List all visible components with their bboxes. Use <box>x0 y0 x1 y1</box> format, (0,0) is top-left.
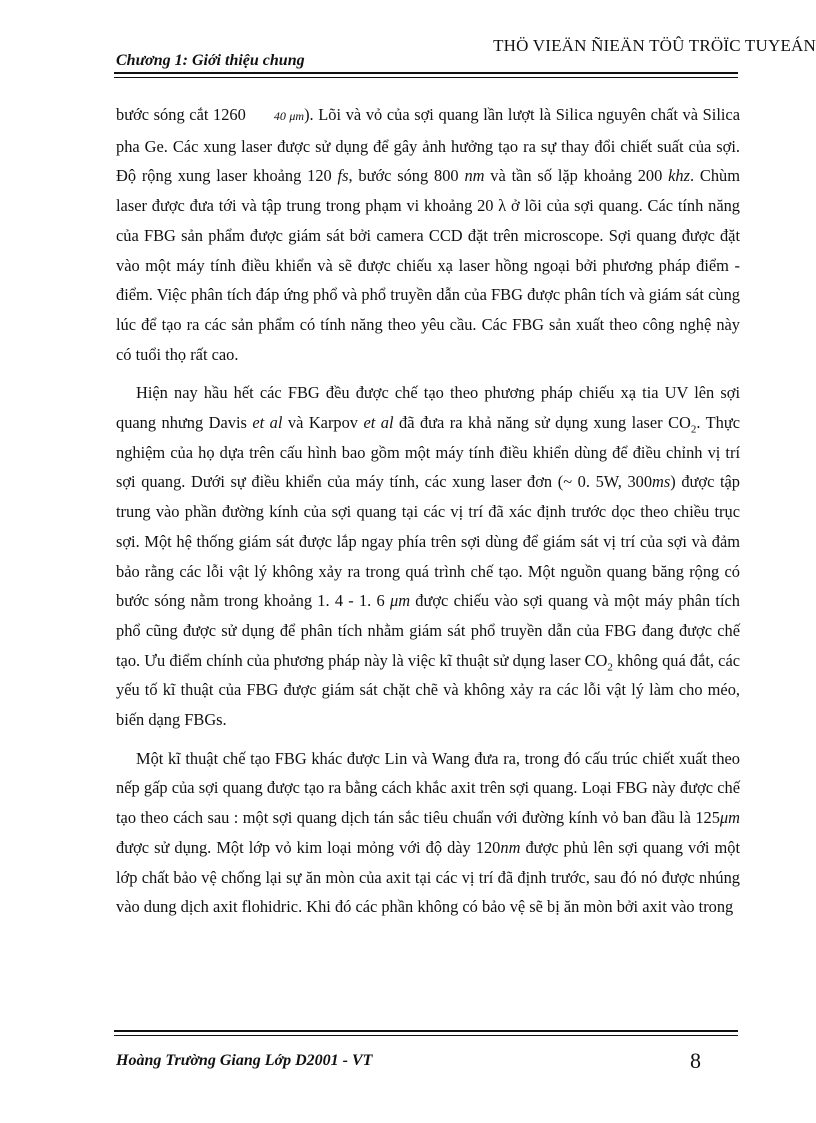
p2-sub-2: 2 <box>690 423 697 436</box>
p3-text-e: được phủ lên sợi quang với một lớp chất bảo vệ chống lại sự ăn mòn của axit tại các vị trí đã định trước, sau đó nó được nhúng vào dung dịch axit flohidric. Khi đó các phần không có bảo vệ sẽ bị ăn mòn bởi axit vào trong <box>116 837 741 917</box>
p2-text-a: Hiện nay hầu hết các FBG đều được chế tạo theo phương pháp chiếu xạ tia UV lên sợi quang nhưng Davis <box>116 383 740 433</box>
p1-text-i: . Chùm laser được đưa tới và tập trung trong phạm vi khoảng 20 λ ở lõi của sợi quang. Các tính năng của FBG sản phẩm được giám sát bởi camera CCD đặt trên microscope. Sợi quang được đặt vào một máy tính điều khiển và sẽ được chiếu xạ laser hồng ngoại bởi phương pháp điểm - điểm. Việc phân tích đáp ứng phổ và phổ truyền dẫn của FBG được phân tích và giám sát cùng lúc để tạo ra các sản phẩm có tính năng theo yêu cầu. Các FBG sản xuất theo công nghệ này có tuổi thọ rất cao. <box>116 166 740 364</box>
p1-text-g: và tần số lặp khoảng 200 <box>484 166 669 186</box>
watermark-text: THÖ VIEÄN ÑIEÄN TÖÛ TRÖÏC TUYEÁN <box>493 36 816 55</box>
p2-sub-2b: 2 <box>607 660 613 673</box>
p1-text-a: bước sóng cắt 1260 <box>116 105 246 124</box>
p2-text-m: không quá đắt, các yếu tố kĩ thuật của FBG được giám sát chặt chẽ và không xảy ra các lỗi vật lý làm cho méo, biến dạng FBGs. <box>116 650 740 730</box>
p1-text-c: ). Lõi và vỏ của sợi quang lần lượt là Silica nguyên chất và Silica pha Ge. Các xung laser được sử dụng để gây ảnh hưởng tạo ra sự thay đổi chiết suất của sợi. Độ rộng xung laser khoảng 120 <box>116 105 740 186</box>
p2-unit-ms: ms <box>652 472 671 492</box>
p2-text-i: ) được tập trung vào phần đường kính của sợi quang tại các vị trí đã xác định trước dọc theo chiều trục sợi. Một hệ thống giám sát được lắp ngay phía trên sợi dùng để giám sát vị trí của sợi và đảm bảo rằng các lỗi vật lý không xảy ra trong quá trình chế tạo. Một nguồn quang băng rộng có bước sóng nằm trong khoảng 1. 4 - 1. 6 <box>116 472 740 611</box>
p2-text-k: được chiếu vào sợi quang và một máy phân tích phổ cũng được sử dụng để phân tích nhằm giám sát phổ truyền dẫn của FBG đang được chế tạo. Ưu điểm chính của phương pháp này là việc kĩ thuật sử dụng laser CO <box>116 591 740 670</box>
p1-text-e: , bước sóng 800 <box>348 166 465 186</box>
p3-text-a: Một kĩ thuật chế tạo FBG khác được Lin và Wang đưa ra, trong đó cấu trúc chiết xuất theo nếp gấp của sợi quang được tạo ra bằng cách khắc axit trên sợi quang. Loại FBG này được chế tạo theo cách sau : một sợi quang dịch tán sắc tiêu chuẩn với đường kính vỏ ban đầu là 125 <box>116 748 740 828</box>
footer-rule-thick <box>114 1030 738 1032</box>
header-rule-thick <box>114 72 738 74</box>
p2-text-g: . Thực nghiệm của họ dựa trên cấu hình bao gồm một máy tính điều khiển dùng để điều chỉnh vị trí sợi quang. Dưới sự điều khiển của máy tính, các xung laser đơn (~ 0. 5W, 300 <box>116 413 740 492</box>
footer-rule-thin <box>114 1035 738 1036</box>
p3-text-c: được sử dụng. Một lớp vỏ kim loại mỏng với độ dày 120 <box>116 837 501 857</box>
page-number: 8 <box>690 1048 701 1073</box>
p1-unit-khz: khz <box>668 166 690 186</box>
p1-unit-um: 40 μm <box>273 109 305 123</box>
p3-unit-um: μm <box>719 808 740 828</box>
p2-unit-um: μm <box>389 591 411 611</box>
paragraph-3 <box>116 744 740 922</box>
p2-et-al-1: et al <box>252 413 283 433</box>
footer-author: Hoàng Trường Giang Lớp D2001 - VT <box>116 1052 373 1069</box>
header-rule-thin <box>114 77 738 78</box>
paragraph-1 <box>116 100 740 369</box>
chapter-title: Chương 1: Giới thiệu chung <box>116 52 305 69</box>
p2-text-e: đã đưa ra khả năng sử dụng xung laser CO <box>393 413 691 433</box>
p2-text-c: và Karpov <box>282 413 364 433</box>
body-text <box>116 100 740 931</box>
p3-unit-nm: nm <box>500 837 521 857</box>
p2-et-al-2: et al <box>363 413 394 433</box>
p1-unit-nm: nm <box>464 166 485 186</box>
paragraph-2 <box>116 378 740 734</box>
p1-unit-fs: fs <box>337 166 349 186</box>
